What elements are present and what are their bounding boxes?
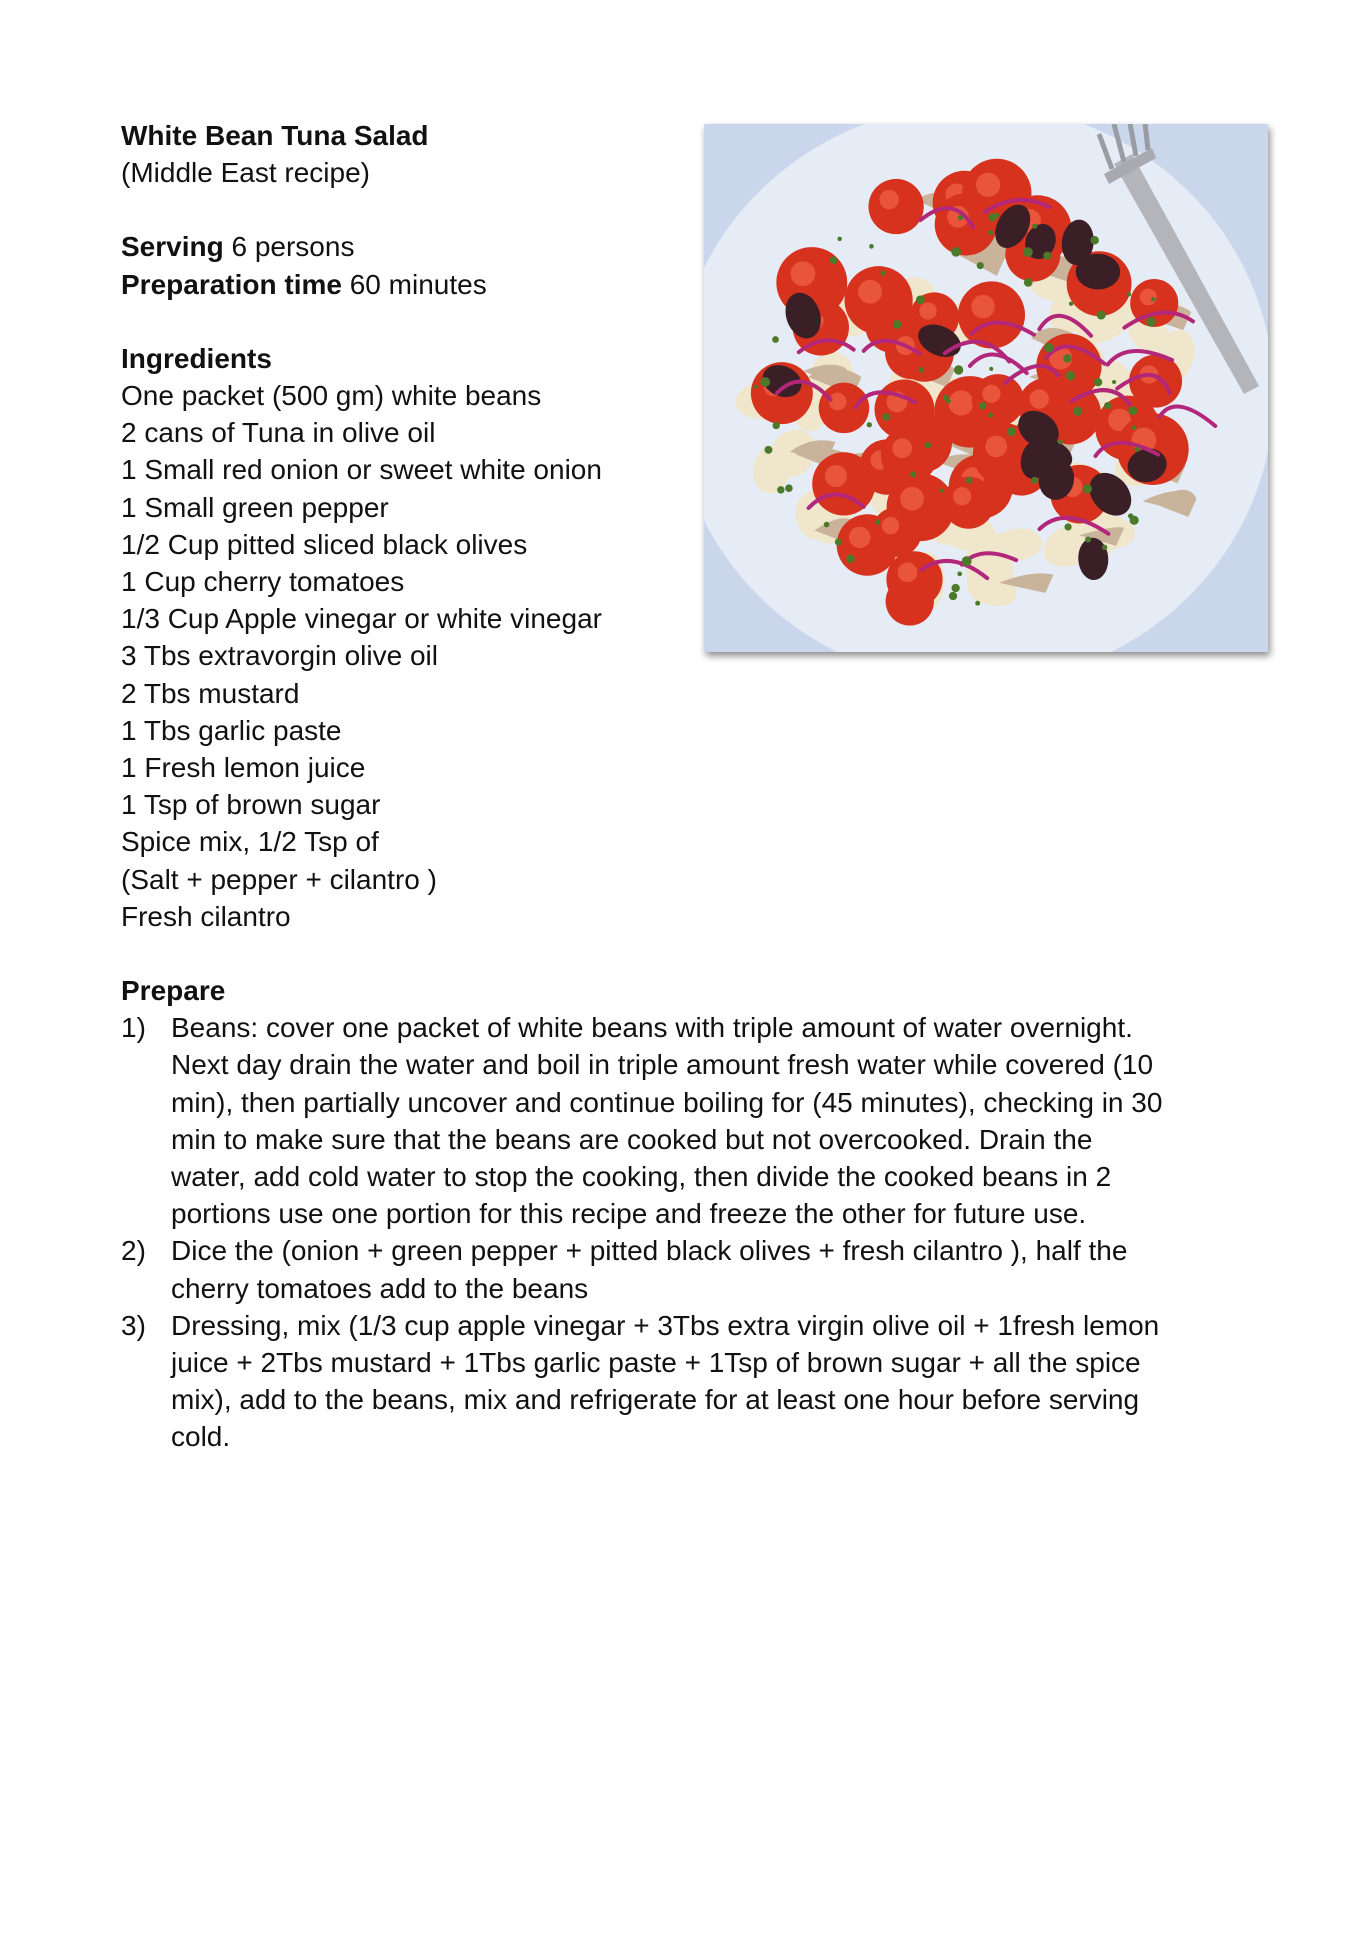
step-line: portions use one portion for this recipe and freeze the other for future use. (171, 1198, 1087, 1230)
step-line: water, add cold water to stop the cooking, then divide the cooked beans in 2 (171, 1161, 1112, 1193)
serving-value: 6 persons (231, 231, 355, 263)
prepare-heading: Prepare (121, 975, 226, 1006)
step-line: cherry tomatoes add to the beans (171, 1272, 589, 1304)
step-line: Dressing, mix (1/3 cup apple vinegar + 3Tbs extra virgin olive oil + 1fresh lemon (171, 1309, 1160, 1341)
salad-photo (704, 124, 1268, 652)
step-line: mix), add to the beans, mix and refrigerate for at least one hour before serving (171, 1384, 1140, 1416)
step-line: min to make sure that the beans are cooked but not overcooked. Drain the (171, 1123, 1093, 1155)
ingredient-item: 1 Small green pepper (121, 491, 389, 523)
ingredient-item: 1 Tsp of brown sugar (121, 789, 381, 821)
ingredients-heading: Ingredients (121, 342, 272, 374)
step-line: Beans: cover one packet of white beans with triple amount of water overnight. (171, 1012, 1133, 1044)
recipe-title: White Bean Tuna Salad (121, 120, 429, 151)
step-line: juice + 2Tbs mustard + 1Tbs garlic paste + 1Tsp of brown sugar + all the spice (171, 1347, 1141, 1379)
prep-time-label: Preparation time (121, 268, 342, 300)
ingredient-item: 1 Tbs garlic paste (121, 714, 342, 746)
step-number: 2) (121, 1235, 146, 1267)
step-number: 1) (121, 1012, 146, 1044)
prepare-section (121, 972, 1251, 1456)
recipe-header (121, 117, 681, 935)
ingredient-item: 1/3 Cup Apple vinegar or white vinegar (121, 603, 602, 635)
step-line: cold. (171, 1421, 231, 1453)
ingredient-item: 2 Tbs mustard (121, 677, 300, 709)
ingredient-item: 2 cans of Tuna in olive oil (121, 417, 436, 449)
ingredient-item: (Salt + pepper + cilantro ) (121, 863, 437, 895)
ingredient-item: Fresh cilantro (121, 900, 291, 932)
prepare-steps (121, 1009, 1251, 1455)
ingredient-item: 1 Cup cherry tomatoes (121, 566, 405, 598)
ingredient-item: Spice mix, 1/2 Tsp of (121, 826, 379, 858)
salad-illustration (704, 124, 1268, 652)
ingredient-item: 1/2 Cup pitted sliced black olives (121, 528, 528, 560)
step-line: min), then partially uncover and continue boiling for (45 minutes), checking in 30 (171, 1086, 1163, 1118)
prep-time-value: 60 minutes (349, 268, 487, 300)
recipe-subtitle: (Middle East recipe) (121, 157, 370, 189)
prep-time-row (121, 266, 681, 303)
ingredient-item: 3 Tbs extravorgin olive oil (121, 640, 438, 672)
step-line: Dice the (onion + green pepper + pitted black olives + fresh cilantro ), half the (171, 1235, 1128, 1267)
prepare-step (121, 1232, 1251, 1306)
ingredient-item: One packet (500 gm) white beans (121, 380, 542, 412)
step-line: Next day drain the water and boil in triple amount fresh water while covered (10 (171, 1049, 1154, 1081)
prepare-step (121, 1307, 1251, 1456)
ingredients-list (121, 377, 681, 935)
serving-row (121, 228, 681, 265)
prepare-step (121, 1009, 1251, 1232)
ingredient-item: 1 Fresh lemon juice (121, 752, 366, 784)
step-number: 3) (121, 1309, 146, 1341)
ingredient-item: 1 Small red onion or sweet white onion (121, 454, 602, 486)
serving-label: Serving (121, 231, 224, 263)
